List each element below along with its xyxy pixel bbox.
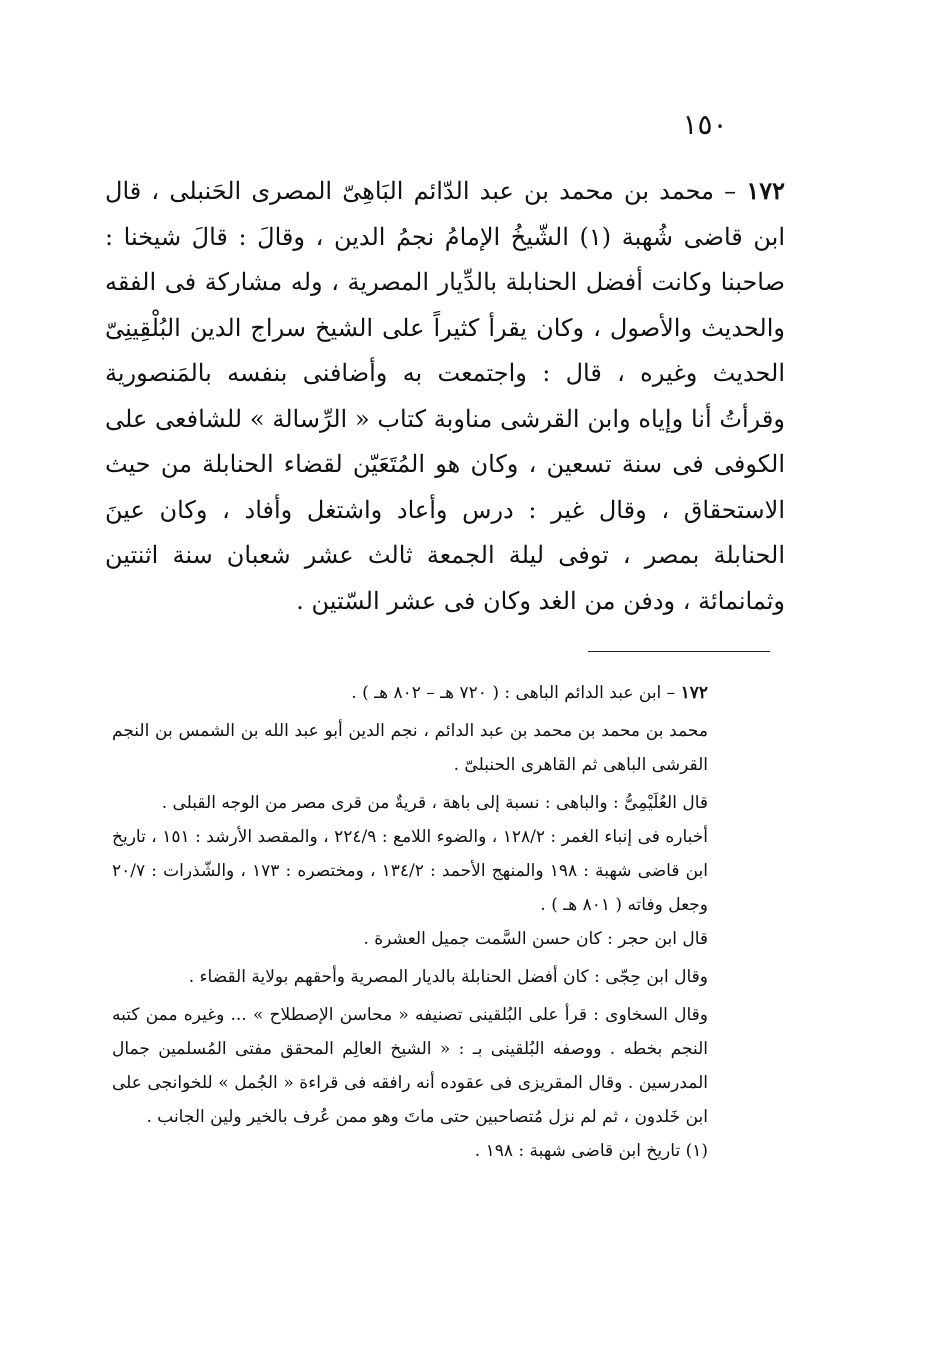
notes-paragraph-2: قال العُلَيْمِىُّ : والباهى : نسبة إلى باهة ، قريةٌ من قرى مصر من الوجه القبلى . (161, 793, 708, 813)
entry-paragraph (105, 168, 785, 624)
notes-paragraph-1: محمد بن محمد بن محمد بن عبد الدائم ، نجم الدين أبو عبد الله بن الشمس بن النجم القرشى الباهى ثم القاهرى الحنبلىّ . (112, 721, 709, 775)
notes-section (112, 676, 778, 1168)
entry-body: قال ابن قاضى شُهبة (١) الشّيخُ الإمامُ نجمُ الدين ، وقالَ : قالَ شيخنا : صاحبنا وكانت أفضل الحنابلة بالدِّيار المصرية ، وله مشاركة فى الفقه والحديث والأصول ، وكان يقرأ كثيراً على الشيخ سراج الدين البُلْقِينِىّ الحديث وغيره ، قال : واجتمعت به وأضافنى بنفسه بالمَنصورية وقرأتُ أنا وإياه وابن القرشى مناوبة كتاب « الرِّسالة » للشافعى على الكوفى فى سنة تسعين ، وكان هو المُتَعَيّن لقضاء الحنابلة من حيث الاستحقاق ، وقال غير : درس وأعاد واشتغل وأفاد ، وكان عينَ الحنابلة بمصر ، توفى ليلة الجمعة ثالث عشر شعبان سنة اثنتين وثمانمائة ، ودفن من الغد وكان فى عشر السّتين . (105, 177, 785, 615)
main-text (105, 168, 785, 624)
entry-number: ١٧٢ (746, 176, 785, 205)
footnote: (١) تاريخ ابن قاضى شهبة : ١٩٨ . (474, 1141, 708, 1161)
notes-title (112, 676, 778, 710)
notes-paragraph-3: أخباره فى إنباء الغمر : ١٢٨/٢ ، والضوء اللامع : ٢٢٤/٩ ، والمقصد الأرشد : ١٥١ ، تاريخ ابن قاضى شهبة : ١٩٨ والمنهج الأحمد : ١٣٤/٢ ، ومختصره : ١٧٣ ، والشّذرات : ٢٠/٧ وجعل وفاته ( ٨٠١ هـ ) . (112, 827, 709, 915)
notes-paragraph-4: قال ابن حجر : كان حسن السَّمت جميل العشرة . (363, 929, 708, 949)
footnote-separator (588, 651, 770, 652)
page-number: ١٥٠ (682, 108, 728, 141)
notes-entry-number: ١٧٢ (680, 683, 708, 703)
entry-heading: – محمد بن محمد بن عبد الدّائم البَاهِىّ المصرى الحَنبلى ، (151, 177, 737, 205)
notes-title-text: – ابن عبد الدائم الباهى : ( ٧٢٠ هـ – ٨٠٢ هـ ) . (351, 683, 676, 703)
notes-paragraph-5: وقال ابن حِجّى : كان أفضل الحنابلة بالديار المصرية وأحقهم بولاية القضاء . (188, 967, 708, 987)
notes-paragraph-6: وقال السخاوى : قرأ على البُلقينى تصنيفه « محاسن الإصطلاح » ... وغيره ممن كتبه النجم بخطه . ووصفه البُلقينى بـ : « الشيخ العالِم المحقق مفتى المُسلمين جمال المدرسين . وقال المقريزى فى عقوده أنه رافقه فى قراءة « الجُمل » للخوانجى على ابن خَلدون ، ثم لم نزل مُتصاحبين حتى ماتَ وهو ممن عُرف بالخير ولين الجانب . (112, 1005, 708, 1127)
